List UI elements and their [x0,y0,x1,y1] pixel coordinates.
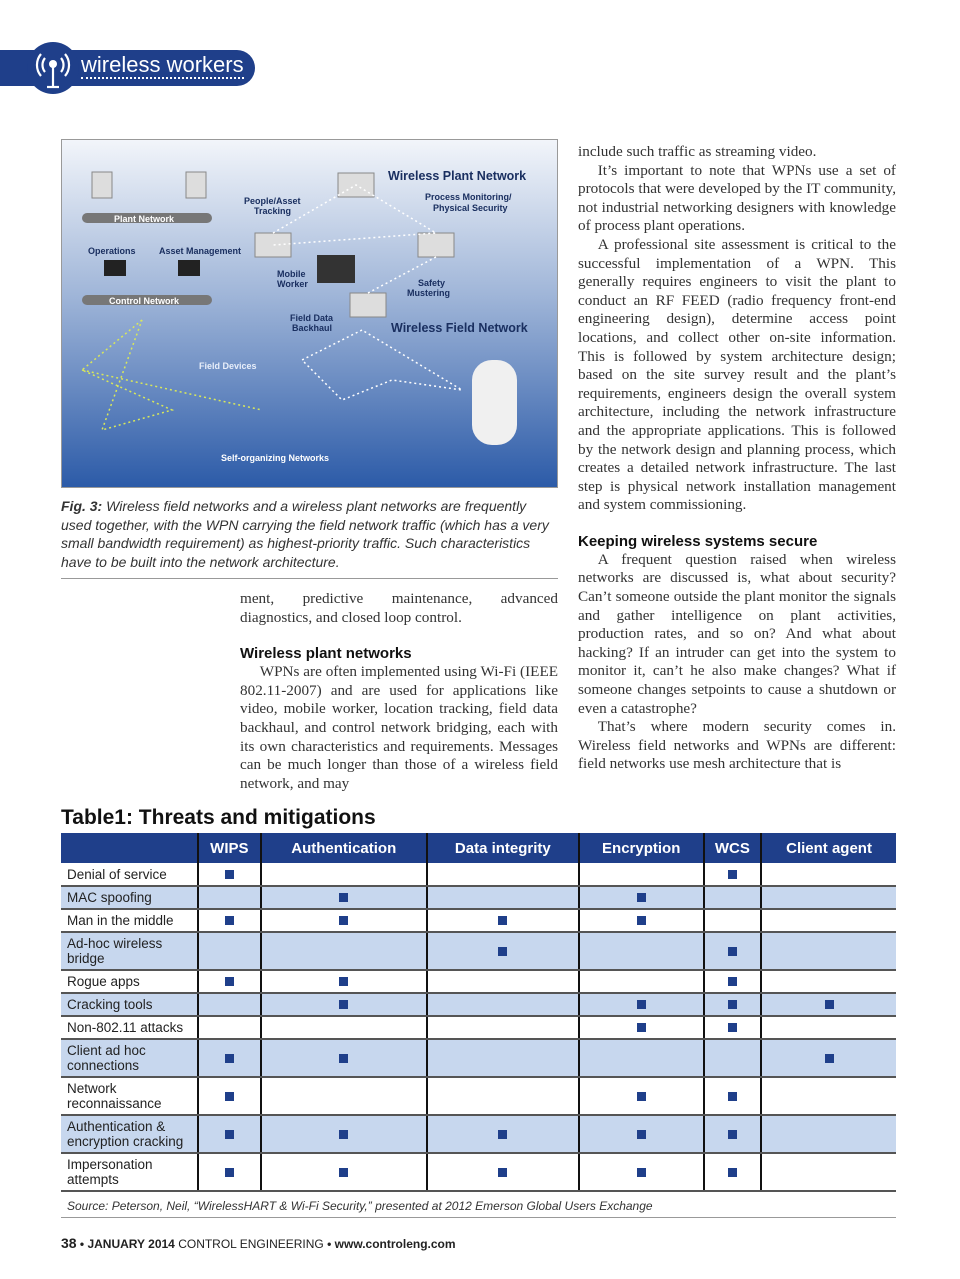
svg-text:Self-organizing Networks: Self-organizing Networks [221,453,330,463]
check-mark-icon [339,916,348,925]
mitigation-cell [261,1016,427,1039]
check-mark-icon [637,1130,646,1139]
table-row [61,1115,896,1153]
table-row [61,886,896,909]
mitigation-cell [761,1153,896,1191]
threat-label: Impersonation attempts [61,1153,198,1191]
check-mark-icon [637,916,646,925]
table-row [61,863,896,886]
check-mark-icon [225,1092,234,1101]
threat-label: MAC spoofing [61,886,198,909]
divider [61,1217,896,1218]
svg-text:Mustering: Mustering [407,288,451,298]
mitigation-cell [261,1077,427,1115]
mitigation-cell [761,909,896,932]
check-mark-icon [498,916,507,925]
mitigation-cell [579,970,704,993]
column-header: Authentication [261,833,427,863]
mitigation-cell [579,993,704,1016]
mitigation-cell [761,886,896,909]
svg-text:Mobile: Mobile [277,269,306,279]
mitigation-cell [704,863,761,886]
svg-text:Backhaul: Backhaul [292,323,333,333]
check-mark-icon [225,916,234,925]
check-mark-icon [498,1130,507,1139]
mitigation-cell [579,1115,704,1153]
subheading: Keeping wireless systems secure [578,532,818,550]
threat-label: Rogue apps [61,970,198,993]
check-mark-icon [339,1000,348,1009]
threat-label: Ad-hoc wireless bridge [61,932,198,970]
section-title: wireless workers [81,52,244,77]
check-mark-icon [225,1168,234,1177]
svg-text:Physical Security: Physical Security [433,203,508,213]
svg-text:Tracking: Tracking [254,206,292,216]
table-row [61,1039,896,1077]
mitigation-cell [198,1077,261,1115]
subheading: Wireless plant networks [240,645,412,663]
mitigation-cell [427,970,579,993]
table-row [61,1077,896,1115]
table-row [61,1153,896,1191]
figure-label: Wireless Plant Network [388,169,527,183]
threat-label: Authentication & encryption cracking [61,1115,198,1153]
antenna-icon [27,42,79,94]
mitigation-cell [261,970,427,993]
check-mark-icon [728,977,737,986]
check-mark-icon [637,1000,646,1009]
mitigation-cell [761,863,896,886]
mitigation-cell [761,1115,896,1153]
mitigation-cell [198,932,261,970]
mitigation-cell [427,932,579,970]
right-column: include such traffic as streaming video. It’s important to note that WPNs use a set of protocols that were developed by the IT community, not industrial networking designers with knowledge of process plant operations. A professional site assessment is critical to the successful implementation of a WPN. This generally requires engineers to visit the plant to conduct an RF FEED (radio frequency front-end engineering design), determine access point locations, and collect other on-site information. This is followed by system architecture design; based on the site survey result and the plant’s requirements, engineers design the overall system architecture, including the network infrastructure and the appropriate applications. This is followed by the network design and planning process, which creates a detailed network infrastructure. The last step is physical network installation management and system commissioning. Keeping wireless systems secure A frequent question raised when wireless networks are discussed is, what about security? Can’t someone outside the plant monitor the signals and gather intelligence on plant activities, production rates, and so on? And what about hacking? If an intruder can get into the system to monitor it, can’t he also make changes? What if someone changes setpoints to cause a shutdown or even a catastrophe? That’s where modern security comes in. Wireless field networks and WPNs are different: field networks use mesh architecture that is [578,143,896,773]
svg-text:Process Monitoring/: Process Monitoring/ [425,192,512,202]
mitigation-cell [579,1077,704,1115]
check-mark-icon [498,1168,507,1177]
column-header: WIPS [198,833,261,863]
threat-label: Man in the middle [61,909,198,932]
mitigation-cell [704,970,761,993]
table-row [61,970,896,993]
mitigation-cell [198,1115,261,1153]
check-mark-icon [637,1092,646,1101]
mitigation-cell [198,886,261,909]
website-link[interactable]: www.controleng.com [334,1237,456,1251]
mitigation-cell [261,863,427,886]
check-mark-icon [339,1130,348,1139]
check-mark-icon [728,1000,737,1009]
network-pipes [82,213,212,305]
mitigation-cell [427,1115,579,1153]
mitigation-cell [704,909,761,932]
mitigation-cell [427,1016,579,1039]
column-header: WCS [704,833,761,863]
check-mark-icon [728,1168,737,1177]
mitigation-cell [704,1016,761,1039]
table-row [61,993,896,1016]
svg-text:Operations: Operations [88,246,136,256]
mitigation-cell [579,909,704,932]
figure-caption: Fig. 3: Wireless field networks and a wireless plant networks are frequently used together, with the WPN carrying the field network traffic (which has a very small bandwidth requirement) as highest-priority traffic. Such characteristics have to be built into the network architecture. [61,498,549,571]
mitigation-cell [704,1077,761,1115]
mitigation-cell [427,1039,579,1077]
column-header [61,833,198,863]
threat-label: Cracking tools [61,993,198,1016]
check-mark-icon [637,1023,646,1032]
mitigation-cell [579,932,704,970]
check-mark-icon [728,947,737,956]
table-row [61,1016,896,1039]
mitigation-cell [761,1016,896,1039]
check-mark-icon [637,1168,646,1177]
threat-label: Non-802.11 attacks [61,1016,198,1039]
svg-text:Control Network: Control Network [109,296,180,306]
mitigation-cell [579,886,704,909]
column-header: Client agent [761,833,896,863]
mitigation-cell [427,863,579,886]
mitigation-cell [198,1153,261,1191]
mitigation-cell [198,1039,261,1077]
mitigation-cell [704,886,761,909]
check-mark-icon [498,947,507,956]
svg-text:Asset Management: Asset Management [159,246,242,256]
check-mark-icon [339,977,348,986]
mitigation-cell [704,993,761,1016]
mitigation-cell [579,863,704,886]
svg-text:Field Data: Field Data [290,313,334,323]
svg-text:Safety: Safety [418,278,446,288]
mitigation-cell [704,1039,761,1077]
check-mark-icon [825,1054,834,1063]
mitigation-cell [198,1016,261,1039]
table-row [61,909,896,932]
mitigation-cell [704,1153,761,1191]
mitigation-cell [261,1153,427,1191]
table-row [61,932,896,970]
threat-label: Denial of service [61,863,198,886]
check-mark-icon [825,1000,834,1009]
mitigation-cell [427,909,579,932]
mitigation-cell [704,932,761,970]
mitigation-cell [198,993,261,1016]
mitigation-cell [198,863,261,886]
threat-label: Network reconnaissance [61,1077,198,1115]
column-header: Data integrity [427,833,579,863]
mitigation-cell [761,1039,896,1077]
check-mark-icon [225,1054,234,1063]
page-footer: 38 • JANUARY 2014 CONTROL ENGINEERING • www.controleng.com [61,1235,456,1251]
check-mark-icon [339,893,348,902]
svg-text:People/Asset: People/Asset [244,196,301,206]
mitigation-cell [427,993,579,1016]
check-mark-icon [339,1168,348,1177]
mitigation-cell [198,970,261,993]
check-mark-icon [728,1130,737,1139]
check-mark-icon [339,1054,348,1063]
table-source: Source: Peterson, Neil, “WirelessHART & Wi-Fi Security,” presented at 2012 Emerson Global Users Exchange [67,1199,653,1213]
mitigation-cell [261,1115,427,1153]
mitigation-cell [579,1039,704,1077]
mitigation-cell [261,909,427,932]
mitigation-cell [761,932,896,970]
svg-text:Wireless Field Network: Wireless Field Network [391,321,528,335]
mitigation-cell [579,1016,704,1039]
mitigation-cell [704,1115,761,1153]
check-mark-icon [637,893,646,902]
svg-text:Field Devices: Field Devices [199,361,257,371]
check-mark-icon [225,977,234,986]
check-mark-icon [225,1130,234,1139]
threats-table [61,833,896,1192]
svg-text:Plant Network: Plant Network [114,214,175,224]
mitigation-cell [261,993,427,1016]
mitigation-cell [198,909,261,932]
threat-label: Client ad hoc connections [61,1039,198,1077]
svg-text:Worker: Worker [277,279,308,289]
mitigation-cell [427,886,579,909]
check-mark-icon [728,1092,737,1101]
mitigation-cell [427,1153,579,1191]
mitigation-cell [261,886,427,909]
mitigation-cell [261,1039,427,1077]
check-mark-icon [728,1023,737,1032]
network-diagram-figure [61,139,558,488]
mitigation-cell [761,970,896,993]
mitigation-cell [579,1153,704,1191]
table-title: Table1: Threats and mitigations [61,806,376,829]
left-column: ment, predictive maintenance, advanced diagnostics, and closed loop control. Wireless plant networks WPNs are often implemented using Wi-Fi (IEEE 802.11-2007) and are used for applications like video, mobile worker, location tracking, field data backhaul, and control network bridging, each with its own characteristics and requirements. Messages can be much longer than those of a wireless field network, and may [240,590,558,792]
page-number: 38 [61,1235,77,1251]
check-mark-icon [728,870,737,879]
mitigation-cell [427,1077,579,1115]
mitigation-cell [261,932,427,970]
mitigation-cell [761,993,896,1016]
mitigation-cell [761,1077,896,1115]
divider [61,578,558,579]
column-header: Encryption [579,833,704,863]
check-mark-icon [225,870,234,879]
